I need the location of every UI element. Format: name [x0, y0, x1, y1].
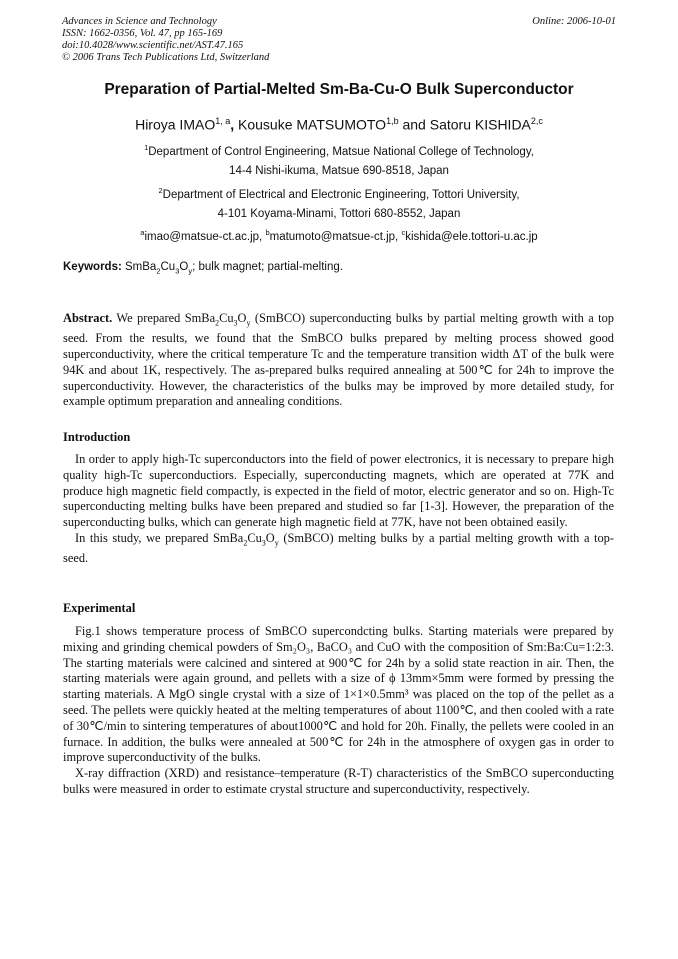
email-a-mark: a: [140, 228, 145, 237]
affiliation-1: [0, 143, 678, 158]
email-a[interactable]: imao@matsue-ct.ac.jp,: [144, 230, 263, 243]
author-3: Satoru KISHIDA: [429, 116, 531, 133]
keywords-label: Keywords:: [63, 261, 122, 273]
affiliation-2-mark: 2: [158, 186, 163, 195]
author-separator: ,: [230, 116, 235, 133]
author-1: Hiroya IMAO: [135, 116, 216, 133]
journal-issn: ISSN: 1662-0356, Vol. 47, pp 165-169: [62, 28, 223, 39]
author-emails: [0, 228, 678, 243]
experimental-heading: Experimental: [63, 601, 136, 615]
affiliation-2-address: 4-101 Koyama-Minami, Tottori 680-8552, Japan: [217, 208, 461, 220]
keywords: [63, 261, 615, 275]
affiliation-1-mark: 1: [144, 143, 149, 152]
keywords-text: bulk magnet; partial-melting.: [198, 261, 343, 273]
abstract-text: (SmBCO) superconducting bulks by partial melting growth with a top seed. From the results, we found that the SmBCO bulks prepared by melting process showed good superconductivity, where the critical temperature Tc and the temperature transition width ΔT of the bulk were 94K and about 1K, respectively. The as-prepared bulks required annealing at 500℃ for 24h to improve the superconductivity. However, the characteristics of the bulks may be improved by more detailed study, for example optimum preparation and annealing conditions.: [63, 311, 614, 409]
affiliation-2-line1: Department of Electrical and Electronic Engineering, Tottori University,: [162, 188, 520, 201]
author-list: [0, 116, 678, 133]
online-date: Online: 2006-10-01: [532, 16, 616, 27]
introduction-body: [63, 452, 614, 567]
author-1-affil: 1, a: [215, 116, 231, 126]
journal-header: [62, 16, 616, 64]
abstract: Abstract. We prepared $SmBa_2Cu_3O_y$ (SmBCO) superconducting bulks by partial melting growth with a top seed. From the results, we found that the SmBCO bulks prepared by melting process showed good superconductivity, where the critical temperature Tc and the temperature transition width ΔT of the bulk were 94K and about 1K, respectively. The as-prepared bulks required annealing at 500℃ for 24h to improve the superconductivity. However, the characteristics of the bulks may be improved by more detailed study, for example optimum preparation and annealing conditions.: [63, 311, 614, 409]
journal-doi: doi:10.4028/www.scientific.net/AST.47.165: [62, 40, 244, 51]
author-and: and: [402, 116, 426, 133]
affiliation-1-address: 14-4 Nishi-ikuma, Matsue 690-8518, Japan: [229, 165, 449, 177]
introduction-paragraph-1: In order to apply high-Tc superconductors into the field of power electronics, it is necessary to prepare high quality high-Tc superconductiors. Especially, superconducting magnets, which are operated at 77K and produce high magnetic field compactly, is expected in the field of motor, electric generator and so on. High-Tc superconducting melting bulks have been prepared and studied so far [1-3]. However, the preparation of the superconducting bulks, which can generate high magnetic field at 77K, have not been obtained easily.: [63, 452, 614, 530]
journal-copyright: © 2006 Trans Tech Publications Ltd, Switzerland: [62, 52, 270, 63]
experimental-paragraph-2: X-ray diffraction (XRD) and resistance–temperature (R-T) characteristics of the SmBCO superconducting bulks were measured in order to estimate crystal structure and superconductivity, respectively.: [63, 766, 614, 796]
intro-p2-end: (SmBCO) melting bulks by a partial melting growth with a top-seed.: [63, 530, 614, 566]
journal-name: Advances in Science and Technology: [62, 16, 217, 27]
experimental-body: [63, 624, 614, 798]
author-2-affil: 1,b: [386, 116, 399, 126]
affiliation-2: [0, 186, 678, 201]
intro-formula: $SmBa_2Cu_3O_y$: [213, 530, 279, 548]
author-3-affil: 2,c: [530, 116, 543, 126]
email-c-mark: c: [401, 228, 406, 237]
intro-p2-start: In this study, we prepared: [75, 530, 209, 545]
email-b[interactable]: matumoto@matsue-ct.jp,: [269, 230, 399, 243]
email-b-mark: b: [265, 228, 270, 237]
experimental-paragraph-1: Fig.1 shows temperature process of SmBCO supercondcting bulks. Starting materials were prepared by mixing and grinding chemical powders of Sm₂O₃, BaCO₃ and CuO with the composition of Sm:Ba:Cu=1:2:3. The starting materials were calcined and sintered at 900℃ for 24h by a solid state reaction in air. Then, the starting materials were again ground, and pellets with a size of ϕ 13mm×5mm were formed by pressing the starting materials. A MgO single crystal with a size of 1×1×0.5mm³ was placed on the top of the pellet as a seed. The pellets were quickly heated at the melting temperatures of about 1100℃, and then cooled with a rate of 30℃/min to sintering temperatures of about1000℃ and hold for 20h. Finally, the pellets were cooled in an furnace. In addition, the bulks were annealed at 500℃ for 24h in the atmosphere of oxygen gas in order to improve superconductivity of the bulks.: [63, 624, 614, 765]
paper-title: Preparation of Partial-Melted Sm-Ba-Cu-O Bulk Superconductor: [104, 81, 574, 98]
introduction-heading: Introduction: [63, 430, 131, 444]
author-2: Kousuke MATSUMOTO: [238, 116, 387, 133]
keyword-formula: $SmBa_2Cu_3O_y$;: [125, 261, 196, 276]
introduction-paragraph-2: [63, 531, 614, 567]
abstract-label: Abstract.: [63, 311, 113, 325]
abstract-formula: $SmBa_2Cu_3O_y$: [184, 311, 251, 328]
affiliation-1-line1: Department of Control Engineering, Matsue National College of Technology,: [148, 145, 534, 158]
email-c[interactable]: kishida@ele.tottori-u.ac.jp: [405, 230, 538, 243]
